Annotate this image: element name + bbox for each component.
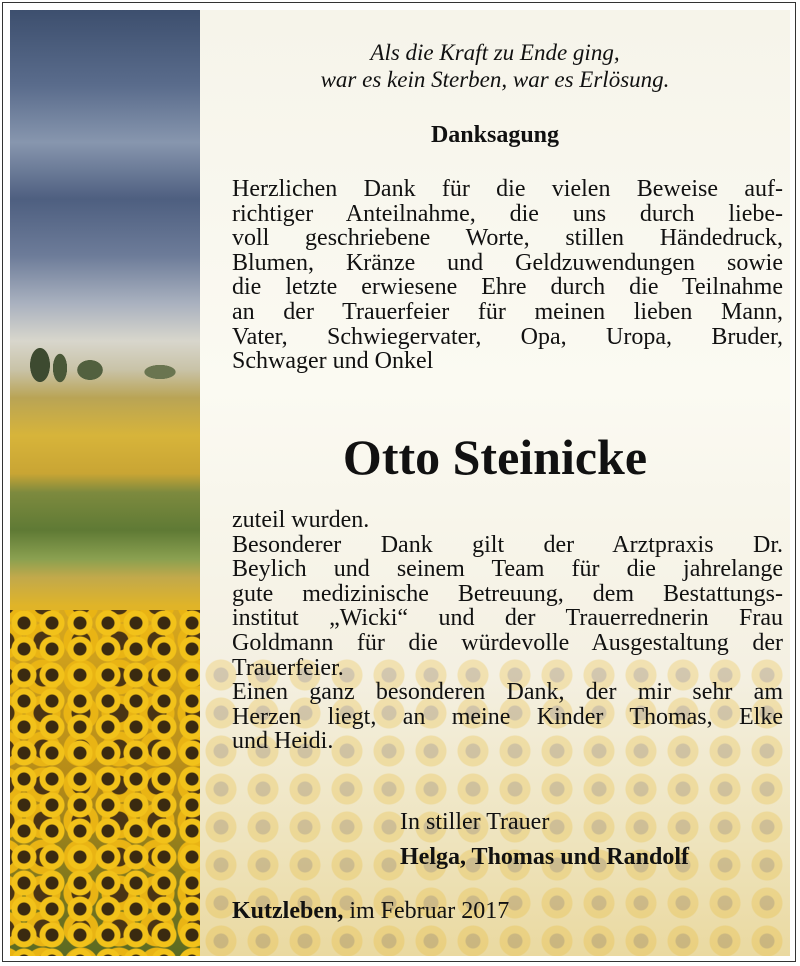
motto-line-1: Als die Kraft zu Ende ging,	[370, 40, 620, 65]
text-line: Besonderer Dank gilt der Arztpraxis Dr.	[232, 531, 783, 558]
heading: Danksagung	[430, 122, 560, 148]
text-line: gute medizinische Betreuung, dem Bestattungs-	[232, 580, 783, 607]
signers: Helga, Thomas und Randolf	[400, 844, 689, 870]
text-line: Beylich und seinem Team für die jahrelange	[232, 556, 783, 583]
text-line: und Heidi.	[232, 728, 334, 755]
text-line: zuteil wurden.	[232, 507, 370, 533]
text-line: richtiger Anteilnahme, die uns durch liebe-	[232, 200, 783, 227]
text-line: die letzte erwiesene Ehre durch die Teilnahme	[232, 274, 783, 301]
date: im Februar 2017	[349, 898, 510, 924]
text-line: Schwager und Onkel	[232, 348, 434, 375]
text-line: institut „Wicki“ und der Trauerrednerin Frau	[232, 605, 783, 632]
sunflower-field-photo	[10, 10, 200, 956]
text-line: Herzen liegt, an meine Kinder Thomas, Elke	[232, 703, 783, 730]
text-line: Goldmann für die würdevolle Ausgestaltung der	[232, 629, 783, 656]
text-line: Vater, Schwiegervater, Opa, Uropa, Bruder,	[232, 323, 783, 350]
text-line: Trauerfeier.	[232, 654, 344, 681]
place-date	[232, 899, 509, 924]
paragraph-1	[232, 177, 783, 374]
text-line: an der Trauerfeier für meinen lieben Mann,	[232, 298, 783, 325]
paragraph-2	[232, 508, 783, 754]
text-line: voll geschriebene Worte, stillen Händedruck,	[232, 225, 783, 252]
motto-line-2: war es kein Sterben, war es Erlösung.	[320, 67, 670, 92]
deceased-name: Otto Steinicke	[342, 429, 648, 485]
text-line: Herzlichen Dank für die vielen Beweise auf-	[232, 176, 783, 202]
place: Kutzleben,	[232, 898, 344, 924]
closing: In stiller Trauer	[400, 809, 550, 835]
text-line: Einen ganz besonderen Dank, der mir sehr am	[232, 679, 783, 706]
text-line: Blumen, Kränze und Geldzuwendungen sowie	[232, 249, 783, 276]
